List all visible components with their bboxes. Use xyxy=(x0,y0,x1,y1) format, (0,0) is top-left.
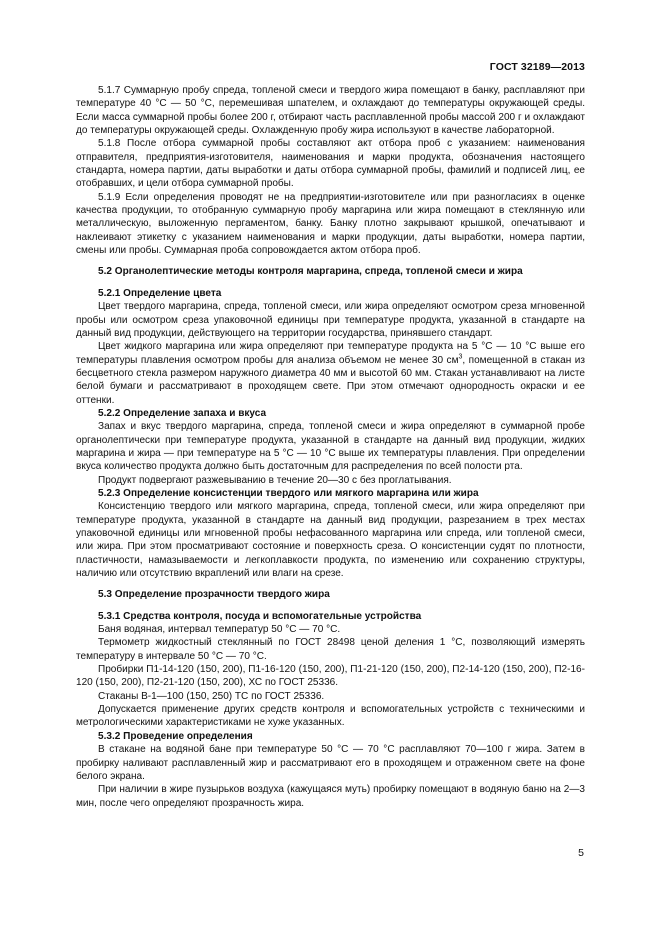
paragraph-5-3-1-water-bath: Баня водяная, интервал температур 50 °С — 70 °С. xyxy=(98,624,341,636)
subsection-heading-5-2-2: 5.2.2 Определение запаха и вкуса xyxy=(98,407,267,419)
section-heading-5-2: 5.2 Органолептические методы контроля маргарина, спреда, топленой смеси и жира xyxy=(98,266,523,278)
paragraph-5-2-2-chewing: Продукт подвергают разжевыванию в течение 20—30 с без проглатывания. xyxy=(98,474,452,486)
paragraph-5-2-1-text-end: , помещенной в стакан из бесцветного стекла размером наружного диаметра 40 мм и высотой 60 мм. Стакан устанавливают на листе белой бумаги и рассматривают в проходящем свете. При этом отмечают однородность окраски и ее оттенки. xyxy=(76,354,585,406)
paragraph-5-1-8: 5.1.8 После отбора суммарной пробы составляют акт отбора проб с указанием: наименования отправителя, предприятия-изготовителя, наименования и марки продукта, обозначения настоящего стандарта, номера партии, даты выработки и даты отбора суммарной пробы, фамилий и подписей лиц, ее отобравших, и цели отбора суммарной пробы. xyxy=(76,138,585,190)
page-number: 5 xyxy=(578,847,584,859)
paragraph-5-2-1-text-start: Цвет жидкого маргарина или жира определяют при температуре продукта на 5 °С — 10 °С выше его температуры плавления осмотром пробы для анализа объемом не менее 30 см xyxy=(76,341,585,366)
subsection-heading-5-2-1: 5.2.1 Определение цвета xyxy=(98,287,222,299)
paragraph-5-3-2-procedure: В стакане на водяной бане при температуре 50 °С — 70 °С расплавляют 70—100 г жира. Затем в пробирку наливают расплавленный жир и рассматривают его в проходящем и отраженном свете на фоне белого экрана. xyxy=(76,744,585,782)
paragraph-5-1-7: 5.1.7 Суммарную пробу спреда, топленой смеси и твердого жира помещают в банку, расплавляют при температуре 40 °С — 50 °С, перемешивая шпателем, и охлаждают до температуры окружающей среды. Если масса суммарной пробы более 200 г, отбирают часть расплавленной пробы массой 200 г и охлаждают до температуры окружающей среды. Охлажденную пробу жира используют в качестве лабораторной. xyxy=(76,85,585,137)
paragraph-5-2-3-consistency: Консистенцию твердого или мягкого маргарина, спреда, топленой смеси, или жира определяют при температуре продукта, указанной в стандарте на данный вид продукции, разрезанием в трех местах упаковочной единицы или мгновенной пробы нефасованного маргарина или спреда, или топленой смеси, или жира. При этом просматривают состояние и поверхность среза. О консистенции судят по плотности, пластичности, намазываемости и легкоплавкости продукта, по изменению или сохранению структуры, наличию или отсутствию вкраплений или влаги на срезе. xyxy=(76,501,585,580)
document-body xyxy=(76,84,585,810)
standard-code-header: ГОСТ 32189—2013 xyxy=(489,61,585,73)
paragraph-5-1-9: 5.1.9 Если определения проводят не на предприятии-изготовителе или при разногласиях в оценке качества продукции, то отобранную суммарную пробу маргарина или жира помещают в стеклянную или металлическую, выложенную пергаментом, банку. Банку плотно закрывают крышкой, опечатывают и наклеивают этикетку с указанием наименования и марки продукции, даты выработки, номера партии, смены или пробы. Суммарная проба сопровождается актом отбора проб. xyxy=(76,191,585,257)
paragraph-5-3-1-thermometer: Термометр жидкостный стеклянный по ГОСТ 28498 ценой деления 1 °С, позволяющий измерять температуру в интервале 50 °С — 70 °С. xyxy=(76,637,585,662)
subsection-heading-5-3-2: 5.3.2 Проведение определения xyxy=(98,730,253,742)
cubic-superscript: 3 xyxy=(458,353,463,361)
paragraph-5-3-1-beakers: Стаканы В-1—100 (150, 250) ТС по ГОСТ 25336. xyxy=(98,690,325,702)
paragraph-5-3-2-bubbles: При наличии в жире пузырьков воздуха (кажущаяся муть) пробирку помещают в водяную баню на 2—3 мин, после чего определяют прозрачность жира. xyxy=(76,784,585,809)
paragraph-5-2-1-color-liquid xyxy=(76,340,585,407)
section-heading-5-3: 5.3 Определение прозрачности твердого жира xyxy=(98,589,330,601)
subsection-heading-5-2-3: 5.2.3 Определение консистенции твердого или мягкого маргарина или жира xyxy=(98,487,479,499)
paragraph-5-3-1-test-tubes: Пробирки П1-14-120 (150, 200), П1-16-120 (150, 200), П1-21-120 (150, 200), П2-14-120 (150, 200), П2-16-120 (150, 200), П2-21-120 (150, 200), ХС по ГОСТ 25336. xyxy=(76,664,585,689)
paragraph-5-3-1-alternatives: Допускается применение других средств контроля и вспомогательных устройств с техническими и метрологическими характеристиками не хуже указанных. xyxy=(76,704,585,729)
paragraph-5-2-2-smell-taste: Запах и вкус твердого маргарина, спреда, топленой смеси и жира определяют в суммарной пробе органолептически при температуре продукта, указанной в стандарте на данный вид продукции, жидких маргарина и жира — при температуре на 5 °С — 10 °С выше их температуры плавления. При определении вкуса количество продукта должно быть достаточным для распределения по всей полости рта. xyxy=(76,421,585,473)
subsection-heading-5-3-1: 5.3.1 Средства контроля, посуда и вспомогательные устройства xyxy=(98,610,422,622)
paragraph-5-2-1-color-solid: Цвет твердого маргарина, спреда, топленой смеси, или жира определяют осмотром среза мгновенной пробы или осмотром среза упаковочной единицы при температуре продукта, указанной в стандарте на данный вид продукции, действующего на территории государства, принявшего стандарт. xyxy=(76,301,585,339)
